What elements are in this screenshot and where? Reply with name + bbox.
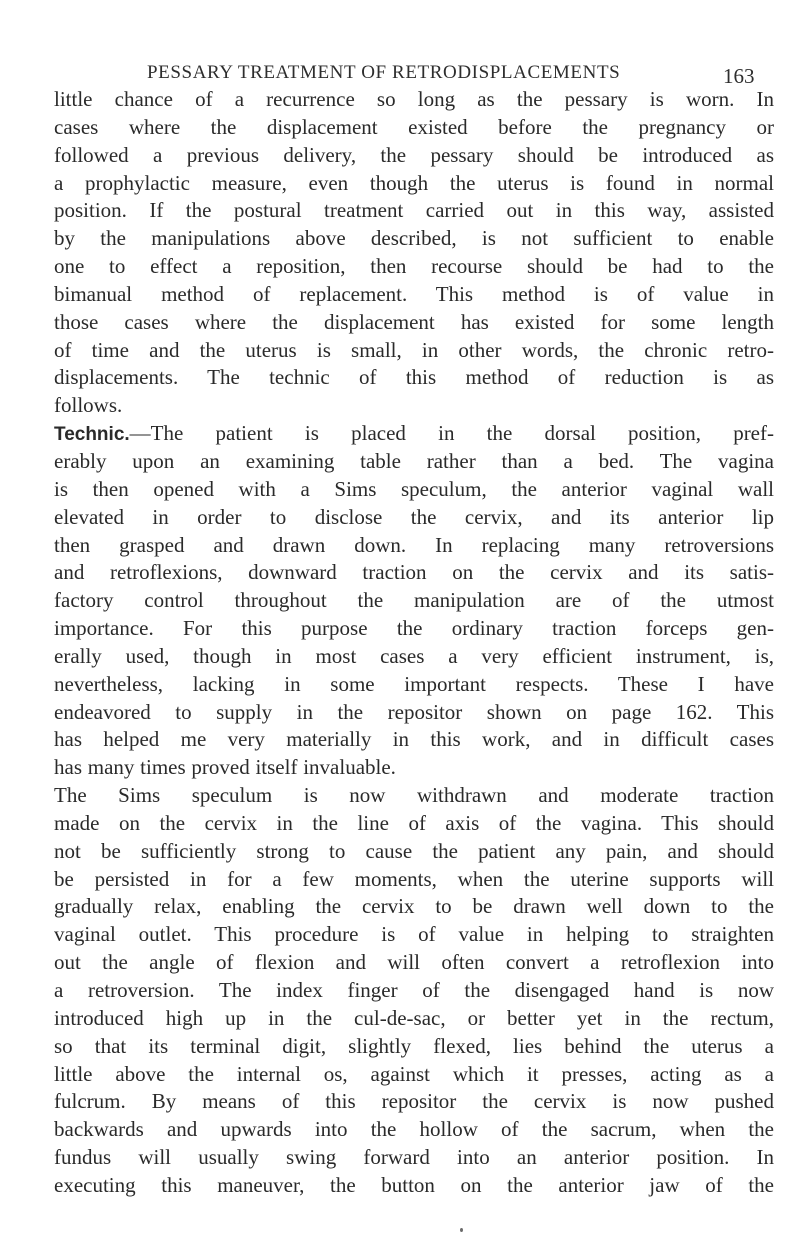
text-line: a retroversion. The index finger of the disengaged hand is now [54,978,774,1002]
text-line: is then opened with a Sims speculum, the anterior vaginal wall [54,476,774,501]
text-line: made on the cervix in the line of axis of the vagina. This should [54,810,774,835]
run-in-heading: Technic. [54,424,130,446]
text-line: has helped me very materially in this work, and in difficult cases [54,727,774,752]
text-line: by the manipulations above described, is not sufficient to enable [54,226,774,251]
text-line: little above the internal os, against which it presses, acting as a [54,1061,774,1086]
text-line: bimanual method of replacement. This method is of value in [54,281,774,306]
paragraph-1 [54,86,774,420]
text-line: follows. [54,393,123,418]
text-line: elevated in order to disclose the cervix, and its anterior lip [54,504,774,529]
text-line: out the angle of flexion and will often convert a retroflexion into [54,950,774,975]
text-line: erally used, though in most cases a very efficient instrument, is, [54,643,774,668]
text-line: be persisted in for a few moments, when the uterine supports will [54,866,774,891]
text-line-rest: —The patient is placed in the dorsal position, pref- [129,421,774,446]
page-number: 163 [723,64,755,88]
ink-speck [460,1228,463,1232]
text-line: a prophylactic measure, even though the uterus is found in normal [54,170,774,195]
text-line: erably upon an examining table rather than a bed. The vagina [54,448,774,473]
text-line: followed a previous delivery, the pessary should be introduced as [54,142,774,167]
running-head: PESSARY TREATMENT OF RETRODISPLACEMENTS [147,62,621,83]
text-line: has many times proved itself invaluable. [54,755,396,780]
paragraph-2 [54,420,774,782]
text-line: executing this maneuver, the button on the anterior jaw of the [54,1172,774,1197]
body-text [54,86,774,1200]
text-line: one to effect a reposition, then recourse should be had to the [54,254,774,279]
text-line: position. If the postural treatment carried out in this way, assisted [54,198,774,223]
paragraph-3 [54,782,774,1200]
text-line: cases where the displacement existed before the pregnancy or [54,114,774,139]
text-line: of time and the uterus is small, in other words, the chronic retro- [54,337,774,362]
text-line: fulcrum. By means of this repositor the cervix is now pushed [54,1089,774,1114]
text-line: fundus will usually swing forward into an anterior position. In [54,1145,774,1170]
text-line: backwards and upwards into the hollow of the sacrum, when the [54,1117,774,1142]
text-line: vaginal outlet. This procedure is of value in helping to straighten [54,922,774,947]
text-line: not be sufficiently strong to cause the patient any pain, and should [54,838,774,863]
text-line: so that its terminal digit, slightly flexed, lies behind the uterus a [54,1033,774,1058]
text-line: gradually relax, enabling the cervix to be drawn well down to the [54,894,774,919]
text-line: The Sims speculum is now withdrawn and moderate traction [54,783,774,808]
text-line: nevertheless, lacking in some important respects. These I have [54,671,774,696]
text-line: endeavored to supply in the repositor shown on page 162. This [54,699,774,724]
text-line: factory control throughout the manipulation are of the utmost [54,588,774,613]
text-line: displacements. The technic of this method of reduction is as [54,365,774,390]
text-line: little chance of a recurrence so long as the pessary is worn. In [54,87,774,111]
text-line [54,420,774,448]
text-line: those cases where the displacement has existed for some length [54,309,774,334]
text-line: introduced high up in the cul-de-sac, or better yet in the rectum, [54,1005,774,1030]
text-line: and retroflexions, downward traction on the cervix and its satis- [54,560,774,585]
text-line: importance. For this purpose the ordinary traction forceps gen- [54,616,774,641]
text-line: then grasped and drawn down. In replacing many retroversions [54,532,774,557]
